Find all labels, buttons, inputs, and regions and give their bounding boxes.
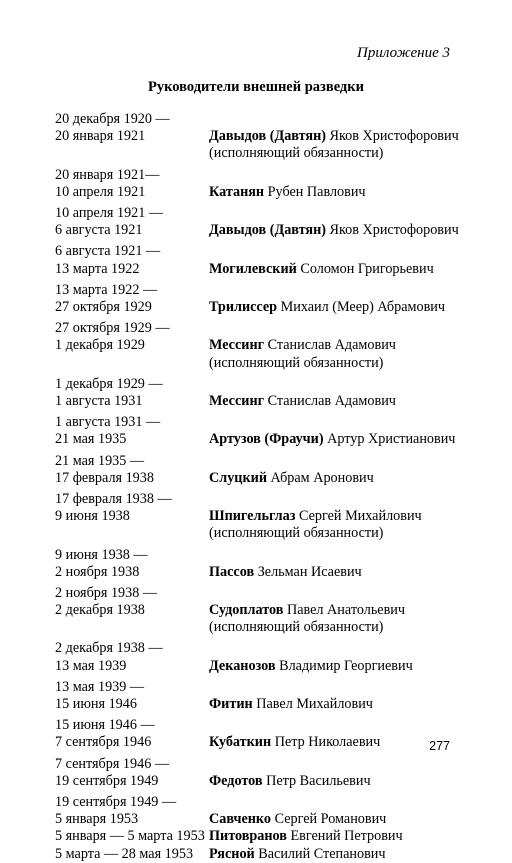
leader-name-block [209,320,475,372]
leader-name-block [209,547,475,581]
leader-name-line [209,564,475,581]
leader-name-block [209,491,475,543]
tenure-period-line: 15 июня 1946 — [55,717,155,734]
tenure-period-line: 17 февраля 1938 [55,469,154,486]
acting-note: (исполняющий обязанности) [209,145,384,162]
tenure-period-line: 20 января 1921 [55,128,146,145]
tenure-period [55,376,207,410]
tenure-period [55,717,207,751]
tenure-period-line: 2 ноября 1938 [55,563,140,580]
leader-name-line [209,828,475,845]
leader-surname: Рясной [209,845,255,862]
tenure-period [55,320,207,354]
leader-name-line [209,811,475,828]
tenure-period-line: 5 марта — 28 мая 1953 [55,845,194,862]
leader-name-line [209,846,475,863]
leader-given-names: Абрам Аронович [270,469,374,486]
leader-name-block [209,243,475,277]
tenure-period-line: 27 октября 1929 [55,298,152,315]
leader-entry [55,794,475,828]
leader-name-line [209,184,475,201]
tenure-period-line: 2 декабря 1938 — [55,640,163,657]
leader-surname: Фитин [209,696,253,713]
leader-entry [55,414,475,448]
leader-name-line [209,431,475,448]
tenure-period [55,846,207,863]
leader-name-block [209,414,475,448]
leader-surname: Шпигельглаз [209,508,296,525]
tenure-period [55,414,207,448]
acting-note: (исполняющий обязанности) [209,354,384,371]
leader-name-line [209,337,475,354]
leader-name-line [209,222,475,239]
leader-name-block [209,111,475,163]
leader-surname: Федотов [209,772,263,789]
leader-surname: Слуцкий [209,469,267,486]
tenure-period [55,205,207,239]
leader-name-block [209,167,475,201]
acting-note: (исполняющий обязанности) [209,525,384,542]
leader-name-line [209,128,475,145]
leader-entry [55,167,475,201]
leader-given-names: Яков Христофорович [329,222,459,239]
tenure-period-line: 1 августа 1931 — [55,414,161,431]
tenure-period [55,828,207,845]
leader-entry [55,828,475,845]
leader-surname: Судоплатов [209,602,284,619]
leader-given-names: Евгений Петрович [290,828,403,845]
tenure-period-line: 13 мая 1939 — [55,678,145,695]
tenure-period [55,111,207,145]
leader-name-line [209,299,475,316]
tenure-period [55,282,207,316]
tenure-period-line: 1 декабря 1929 — [55,375,163,392]
leader-given-names: Сергей Михайлович [298,508,422,525]
tenure-period-line: 10 апреля 1921 [55,183,146,200]
leader-entry [55,717,475,751]
tenure-period [55,794,207,828]
page-title: Руководители внешней разведки [148,79,364,95]
tenure-period-line: 21 мая 1935 — [55,452,145,469]
leader-surname: Питовранов [209,828,287,845]
leader-given-names: Станислав Адамович [267,392,396,409]
leader-given-names: Станислав Адамович [267,337,396,354]
appendix-label: Приложение 3 [357,45,450,61]
leader-given-names: Яков Христофорович [329,128,459,145]
leader-entry [55,679,475,713]
tenure-period-line: 1 августа 1931 [55,392,143,409]
tenure-period-line: 2 декабря 1938 [55,602,145,619]
leader-surname: Мессинг [209,337,265,354]
tenure-period-line: 27 октября 1929 — [55,320,170,337]
tenure-period-line: 19 сентября 1949 — [55,794,177,811]
leader-entry [55,756,475,790]
tenure-period-line: 20 декабря 1920 — [55,111,170,127]
tenure-period-line: 13 марта 1922 [55,260,140,277]
leader-entry [55,547,475,581]
leader-name-line [209,508,475,525]
tenure-period-line: 1 декабря 1929 [55,337,145,354]
leader-given-names: Рубен Павлович [267,183,366,200]
leader-entry [55,205,475,239]
tenure-period-line: 2 ноября 1938 — [55,584,158,601]
tenure-period [55,453,207,487]
leader-given-names: Артур Христианович [327,431,456,448]
leader-surname: Артузов (Фраучи) [209,431,324,448]
leader-name-line [209,658,475,675]
leader-entry [55,320,475,372]
leader-name-line [209,773,475,790]
leader-name-line [209,261,475,278]
tenure-period [55,243,207,277]
leader-name-line [209,393,475,410]
tenure-period-line: 21 мая 1935 [55,431,127,448]
tenure-period-line: 9 июня 1938 [55,508,130,525]
tenure-period [55,679,207,713]
tenure-period [55,585,207,619]
tenure-period-line: 19 сентября 1949 [55,772,159,789]
leader-name-line [209,602,475,619]
leader-name-line [209,470,475,487]
leader-entry [55,453,475,487]
leader-entry [55,641,475,675]
leader-name-block [209,679,475,713]
tenure-period-line: 6 августа 1921 [55,222,143,239]
leader-given-names: Павел Михайлович [256,696,373,713]
leader-name-block [209,282,475,316]
tenure-period [55,756,207,790]
page-number: 277 [429,739,450,753]
leader-name-block [209,205,475,239]
leader-surname: Катанян [209,183,265,200]
leader-surname: Мессинг [209,392,265,409]
tenure-period-line: 10 апреля 1921 — [55,204,164,221]
leader-surname: Кубаткин [209,734,272,751]
leader-surname: Могилевский [209,260,297,277]
tenure-period-line: 13 марта 1922 — [55,281,158,298]
leader-name-block [209,453,475,487]
leader-given-names: Сергей Романович [274,811,387,828]
tenure-period-line: 17 февраля 1938 — [55,490,172,507]
leader-given-names: Петр Николаевич [274,734,381,751]
leader-surname: Давыдов (Давтян) [209,128,326,145]
tenure-period-line: 5 января — 5 марта 1953 [55,828,205,845]
leader-surname: Пассов [209,563,255,580]
leader-given-names: Василий Степанович [258,845,386,862]
leader-name-block [209,376,475,410]
leader-given-names: Владимир Георгиевич [279,657,413,674]
tenure-period-line: 6 августа 1921 — [55,243,161,260]
leader-entry [55,243,475,277]
tenure-period-line: 7 сентября 1946 — [55,755,170,772]
tenure-period-line: 9 июня 1938 — [55,546,148,563]
tenure-period [55,547,207,581]
leader-entry [55,376,475,410]
leader-name-line [209,696,475,713]
tenure-period-line: 5 января 1953 [55,811,139,828]
leader-entry [55,111,475,163]
leader-name-block [209,794,475,828]
leader-given-names: Петр Васильевич [266,772,371,789]
leader-given-names: Павел Анатольевич [286,602,406,619]
tenure-period-line: 13 мая 1939 [55,657,127,674]
tenure-period-line: 20 января 1921— [55,166,160,183]
leader-given-names: Соломон Григорьевич [300,260,434,277]
leader-entry [55,282,475,316]
tenure-period [55,491,207,525]
leader-entry [55,491,475,543]
tenure-period [55,640,207,674]
leader-surname: Савченко [209,811,272,828]
tenure-period-line: 15 июня 1946 [55,696,137,713]
leader-given-names: Зельман Исаевич [257,563,362,580]
leader-name-block [209,828,475,845]
leader-name-block [209,756,475,790]
leader-entry [55,585,475,637]
leader-name-block [209,641,475,675]
leader-given-names: Михаил (Меер) Абрамович [280,298,445,315]
tenure-period-line: 7 сентября 1946 [55,734,152,751]
tenure-period [55,167,207,201]
leaders-list [55,111,475,863]
leader-name-block [209,846,475,863]
leader-name-block [209,585,475,637]
leader-surname: Трилиссер [209,298,278,315]
acting-note: (исполняющий обязанности) [209,619,384,636]
leader-surname: Деканозов [209,657,276,674]
leader-surname: Давыдов (Давтян) [209,222,326,239]
leader-entry [55,846,475,863]
